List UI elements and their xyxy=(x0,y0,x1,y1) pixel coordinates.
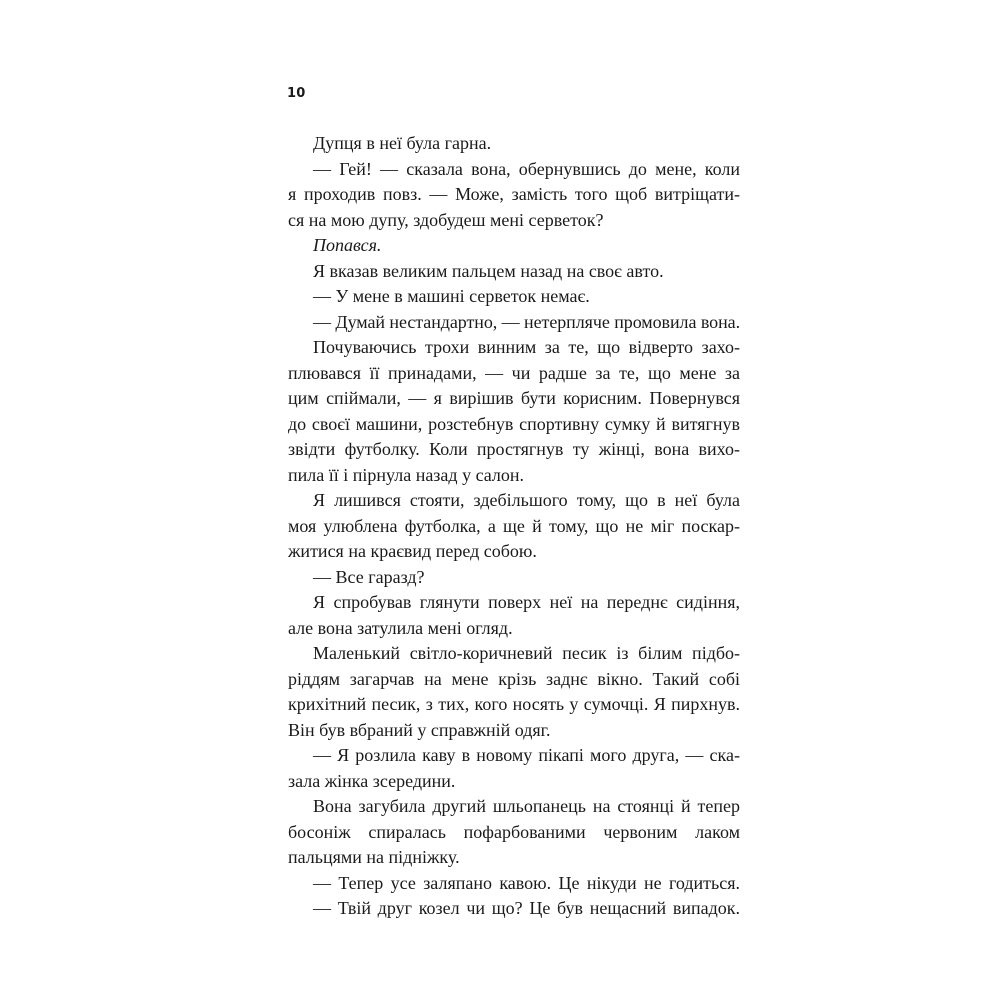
text-line: Дупця в неї була гарна. xyxy=(313,133,492,153)
text-line: пила її і пірнула назад у салон. xyxy=(288,464,525,485)
text-line: Я спробував глянути поверх неї на переднє сидіння, xyxy=(313,592,740,612)
text-line: моя улюблена футболка, а ще й тому, що не міг поскар- xyxy=(288,515,740,536)
text-line: — У мене в машині серветок немає. xyxy=(313,286,590,306)
text-line: Попався. xyxy=(313,235,382,255)
text-line: зала жінка зсередини. xyxy=(288,770,456,791)
text-line: — Тепер усе заляпано кавою. Це нікуди не годиться. xyxy=(313,872,740,893)
body-text xyxy=(288,131,740,922)
text-line: крихітний песик, з тих, кого носять у сумочці. Я пирхнув. xyxy=(288,694,740,714)
text-line: але вона затулила мені огляд. xyxy=(288,617,513,638)
text-line: Почуваючись трохи винним за те, що відверто захо- xyxy=(313,337,740,357)
text-line: Вона загубила другий шльопанець на стоянці й тепер xyxy=(313,796,740,816)
text-line: до своєї машини, розстебнув спортивну сумку й витягнув xyxy=(288,413,740,434)
text-line: босоніж спиралась пофарбованими червоним лаком xyxy=(288,821,740,842)
text-line: житися на краєвид перед собою. xyxy=(288,541,537,561)
text-line: Я лишився стояти, здебільшого тому, що в неї була xyxy=(313,490,740,510)
text-line: я проходив повз. — Може, замість того щоб витріщати- xyxy=(288,184,740,204)
text-line: плювався її принадами, — чи радше за те, що мене за xyxy=(288,362,740,383)
text-line: — Гей! — сказала вона, обернувшись до мене, коли xyxy=(313,158,740,179)
text-line: — Думай нестандартно, — нетерпляче промовила вона. xyxy=(313,311,741,332)
text-line: Маленький світло-коричневий песик із білим підбо- xyxy=(313,643,740,663)
page-number: 10 xyxy=(287,86,306,101)
text-line: пальцями на підніжку. xyxy=(288,847,460,867)
text-line: Він був вбраний у справжній одяг. xyxy=(288,719,551,740)
text-line: Я вказав великим пальцем назад на своє авто. xyxy=(313,260,664,281)
text-line: ся на мою дупу, здобудеш мені серветок? xyxy=(288,209,604,230)
text-line: цим спіймали, — я вирішив бути корисним. Повернувся xyxy=(288,388,740,408)
text-line: — Твій друг козел чи що? Це був нещасний випадок. xyxy=(313,898,740,918)
text-line: — Все гаразд? xyxy=(313,566,425,587)
text-line: — Я розлила каву в новому пікапі мого друга, — ска- xyxy=(313,745,740,765)
text-line: ріддям загарчав на мене крізь заднє вікно. Такий собі xyxy=(288,668,740,689)
text-line: звідти футболку. Коли простягнув ту жінці, вона вихо- xyxy=(288,439,740,459)
